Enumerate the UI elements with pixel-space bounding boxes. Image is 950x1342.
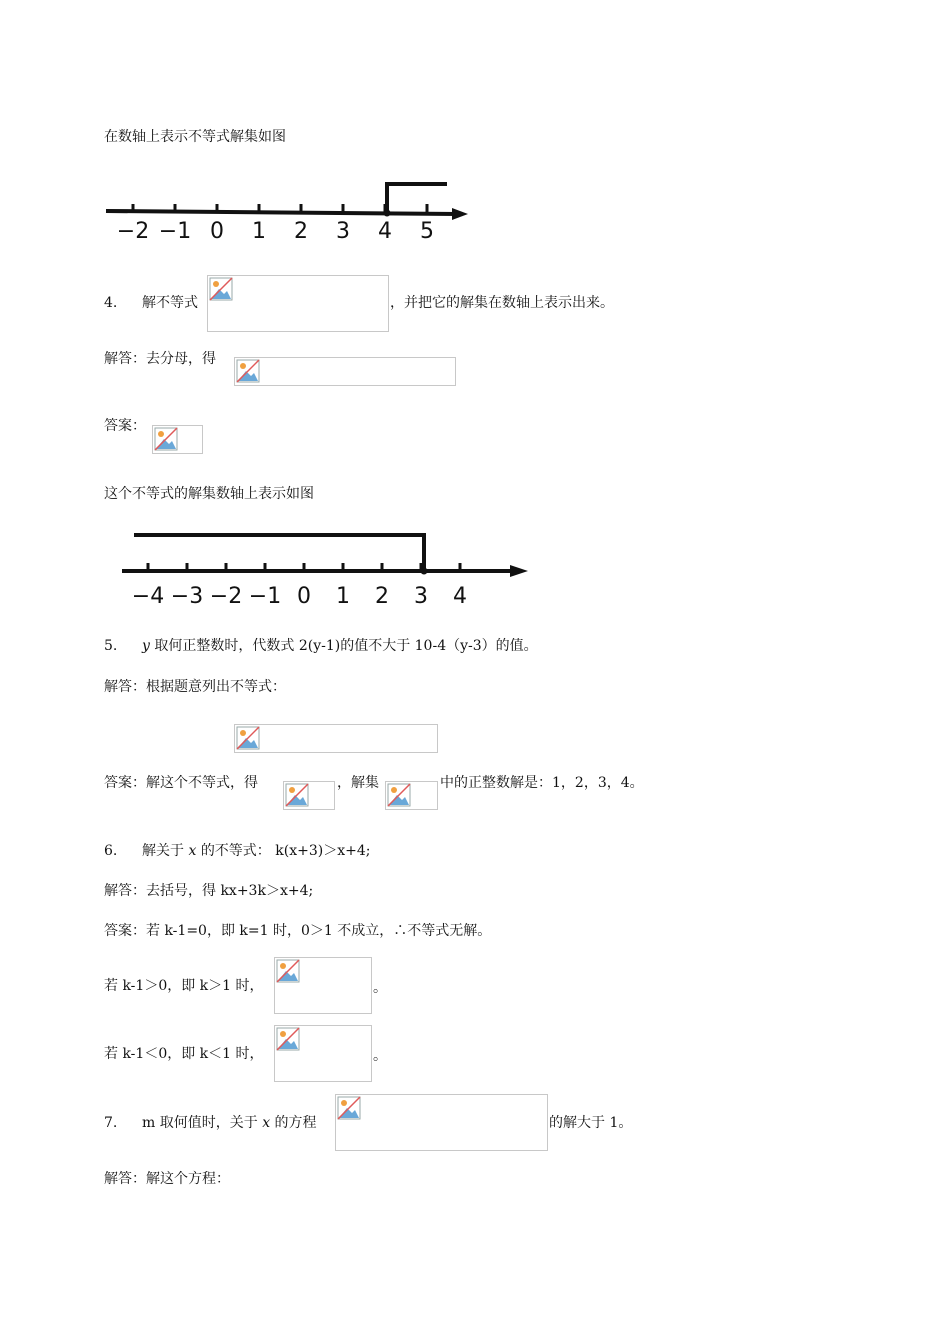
question-5 [104, 636, 538, 656]
variable: x [262, 1115, 271, 1131]
formula-image-placeholder [207, 275, 389, 332]
variable: y [142, 638, 150, 654]
formula-image-placeholder [274, 957, 372, 1014]
number-line-2-tick-label: −2 [209, 584, 243, 608]
question-text-b: 的方程 [274, 1115, 317, 1131]
case-1-end: 。 [373, 980, 387, 996]
paragraph-intro-1: 在数轴上表示不等式解集如图 [104, 129, 286, 145]
question-6 [104, 841, 370, 861]
number-line-2-tick-label: 2 [375, 584, 389, 608]
question-text-b: 的不等式： k(x+3)＞x+4; [200, 843, 371, 859]
number-line-1-tick-label: 1 [252, 219, 266, 244]
solution-text: 解答：解这个方程： [104, 1171, 230, 1187]
number-line-2-tick-label: −3 [170, 584, 204, 608]
number-line-1-tick-label: 4 [378, 219, 392, 244]
number-line-1-tick-label: 0 [210, 219, 224, 244]
number-line-1 [100, 178, 480, 248]
solution-text: 解答：去括号，得 kx+3k＞x+4; [104, 883, 314, 899]
number-line-1-tick-label: 5 [420, 219, 434, 244]
question-number: 7. [104, 1115, 118, 1131]
case-2-text: 若 k-1＜0，即 k＜1 时， [104, 1046, 264, 1062]
answer-label: 答案： [104, 418, 146, 434]
formula-image-placeholder [152, 425, 203, 454]
variable: x [188, 843, 197, 859]
number-line-2-tick-label: 3 [414, 584, 428, 608]
number-line-1-tick-label: 3 [336, 219, 350, 244]
number-line-2-tick-label: −1 [248, 584, 282, 608]
case-1-text: 若 k-1＞0，即 k＞1 时， [104, 978, 264, 994]
number-line-2-tick-label: 0 [297, 584, 311, 608]
question-text-a: 解关于 [142, 843, 184, 859]
question-text-a: m 取何值时，关于 [142, 1115, 258, 1131]
formula-image-placeholder [234, 724, 438, 753]
question-text-c: 的解大于 1。 [549, 1115, 633, 1131]
question-text: 解不等式 [142, 295, 198, 311]
question-number: 4. [104, 295, 118, 311]
question-number: 6. [104, 843, 118, 859]
question-text-after: ，并把它的解集在数轴上表示出来。 [390, 295, 614, 311]
number-line-2-tick-label: 1 [336, 584, 350, 608]
question-text: 取何正整数时，代数式 2(y-1)的值不大于 10-4（y-3）的值。 [154, 638, 538, 654]
case-2-end: 。 [373, 1048, 387, 1064]
paragraph-intro-2: 这个不等式的解集数轴上表示如图 [104, 486, 314, 502]
number-line-2-tick-label: 4 [453, 584, 467, 608]
formula-image-placeholder [385, 781, 438, 810]
solution-text: 解答：去分母，得 [104, 351, 216, 367]
answer-text-c: 中的正整数解是：1，2，3，4。 [440, 775, 644, 791]
formula-image-placeholder [335, 1094, 548, 1151]
answer-text: 答案：若 k-1=0，即 k=1 时，0＞1 不成立，∴不等式无解。 [104, 923, 492, 939]
formula-image-placeholder [234, 357, 456, 386]
number-line-2-tick-label: −4 [131, 584, 165, 608]
question-4 [104, 293, 198, 313]
solution-text: 解答：根据题意列出不等式： [104, 679, 286, 695]
number-line-1-tick-label: −2 [116, 219, 150, 244]
question-7 [104, 1113, 317, 1133]
answer-text-a: 答案：解这个不等式，得 [104, 775, 258, 791]
number-line-1-tick-label: −1 [158, 219, 192, 244]
number-line-2 [118, 528, 538, 608]
answer-text-b: ，解集 [337, 775, 379, 791]
number-line-1-tick-label: 2 [294, 219, 308, 244]
formula-image-placeholder [283, 781, 335, 810]
formula-image-placeholder [274, 1025, 372, 1082]
question-number: 5. [104, 638, 118, 654]
